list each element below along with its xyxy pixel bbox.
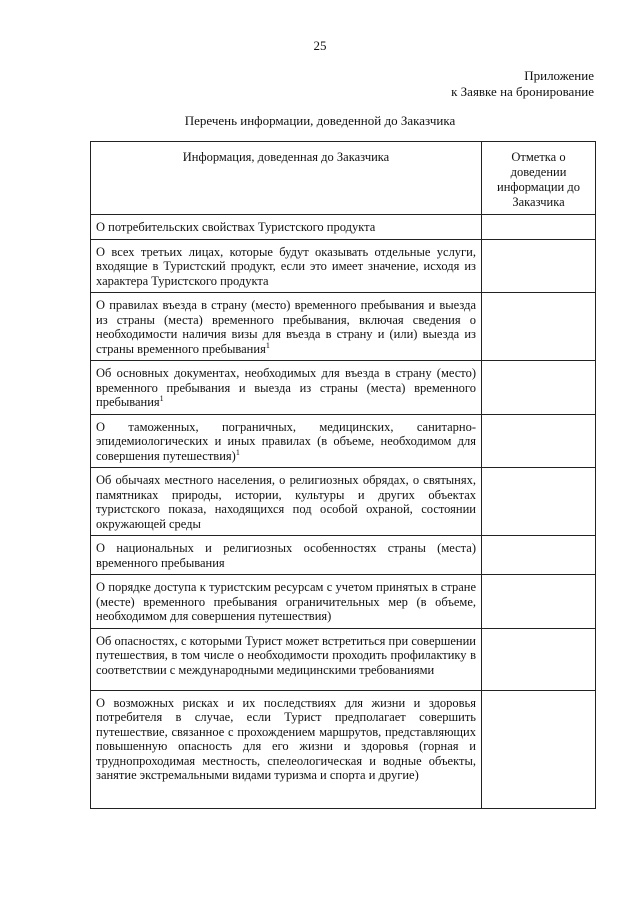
header-mark: Отметка о доведении информации до Заказчика: [482, 142, 596, 215]
appendix-header: [451, 68, 594, 100]
row-text: Об обычаях местного населения, о религиозных обрядах, о святынях, памятниках природы, истории, культуры и других объектах туристского показа, находящихся под особой охраной, состоянии окружающей среды: [91, 468, 482, 536]
row-text: О таможенных, пограничных, медицинских, санитарно-эпидемиологических и иных правилах (в объеме, необходимом для совершения путешествия)$^1$: [91, 414, 482, 468]
row-mark-cell[interactable]: [482, 361, 596, 415]
row-mark-cell[interactable]: [482, 293, 596, 361]
row-text: О правилах въезда в страну (место) временного пребывания и выезда из страны (места) временного пребывания, включая сведения о необходимости наличия визы для въезда в страну и (или) выезда из страны временного пребывания$^1$: [91, 293, 482, 361]
row-text: Об опасностях, с которыми Турист может встретиться при совершении путешествия, в том числе о необходимости проходить профилактику в соответствии с международными медицинскими требованиями: [91, 628, 482, 690]
row-mark-cell[interactable]: [482, 628, 596, 690]
row-mark-cell[interactable]: [482, 239, 596, 293]
table-row: [91, 414, 596, 468]
footnote-marker: 1: [265, 340, 270, 350]
table-row: [91, 690, 596, 808]
table-row: [91, 468, 596, 536]
row-text: Об основных документах, необходимых для въезда в страну (место) временного пребывания и выезда из страны (места) временного пребывания$^1$: [91, 361, 482, 415]
row-text: О возможных рисках и их последствиях для жизни и здоровья потребителя в случае, если Турист предполагает совершить путешествие, связанное с прохождением маршрутов, представляющих повышенную опасность для его жизни и здоровья (горная и труднопроходимая местность, спелеологическая и водные объекты, занятие экстремальными видами туризма и спорта и другие): [91, 690, 482, 808]
row-mark-cell[interactable]: [482, 536, 596, 575]
table-row: [91, 293, 596, 361]
footnote-marker: 1: [235, 447, 240, 457]
appendix-line-2: к Заявке на бронирование: [451, 84, 594, 99]
table-row: [91, 536, 596, 575]
table-row: [91, 239, 596, 293]
row-text: О порядке доступа к туристским ресурсам с учетом принятых в стране (месте) временного пребывания ограничительных мер (в объеме, необходимом для совершения путешествия): [91, 575, 482, 629]
row-mark-cell[interactable]: [482, 215, 596, 240]
row-mark-cell[interactable]: [482, 690, 596, 808]
row-mark-cell[interactable]: [482, 414, 596, 468]
row-text: О национальных и религиозных особенностях страны (места) временного пребывания: [91, 536, 482, 575]
table-row: [91, 575, 596, 629]
table-row: [91, 361, 596, 415]
footnote-marker: 1: [159, 393, 164, 403]
information-table: [90, 141, 596, 809]
table-row: [91, 628, 596, 690]
appendix-line-1: Приложение: [524, 68, 594, 83]
row-text: О всех третьих лицах, которые будут оказывать отдельные услуги, входящие в Туристский продукт, если это имеет значение, исходя из характера Туристского продукта: [91, 239, 482, 293]
document-title: Перечень информации, доведенной до Заказчика: [184, 113, 456, 128]
row-text: О потребительских свойствах Туристского продукта: [91, 215, 482, 240]
row-mark-cell[interactable]: [482, 575, 596, 629]
table-row: [91, 215, 596, 240]
page-number: 25: [313, 38, 327, 53]
header-information: Информация, доведенная до Заказчика: [91, 142, 482, 215]
table-header-row: [91, 142, 596, 215]
row-mark-cell[interactable]: [482, 468, 596, 536]
